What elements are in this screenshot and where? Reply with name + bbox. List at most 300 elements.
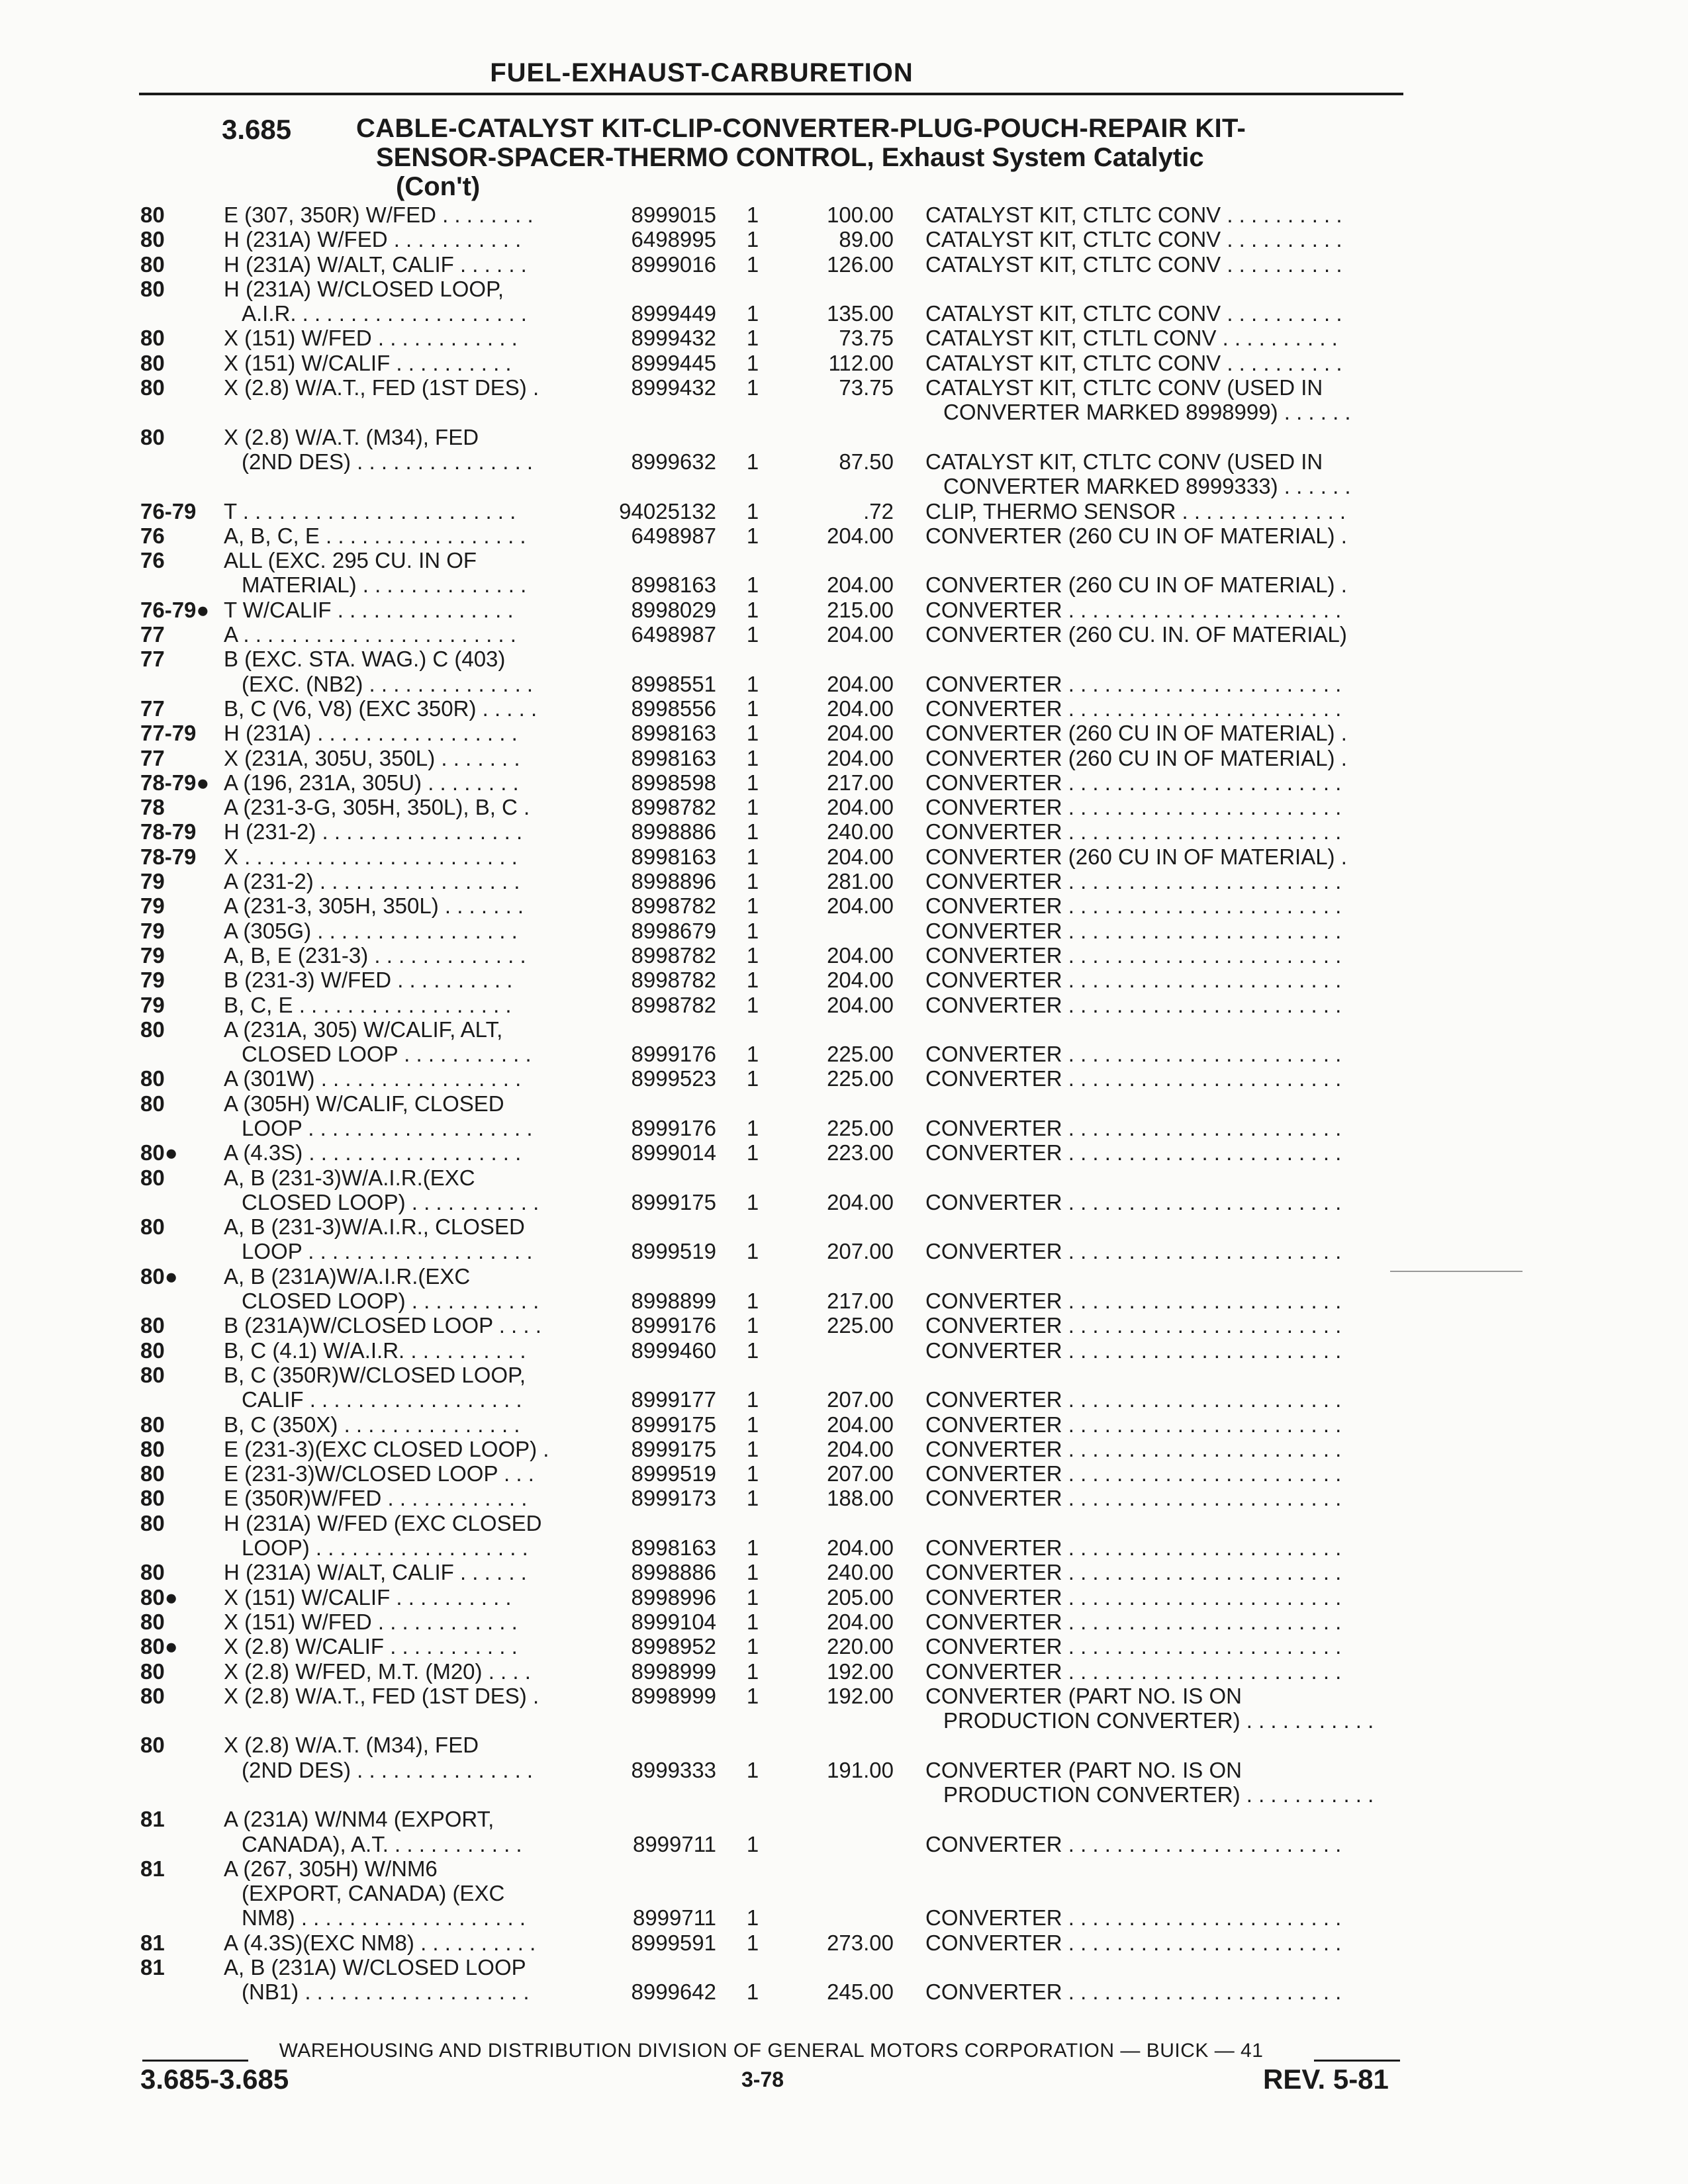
row-application: E (231-3)(EXC CLOSED LOOP) . bbox=[224, 1436, 549, 1461]
row-year: 80 bbox=[140, 1165, 165, 1190]
row-application: X (2.8) W/A.T. (M34), FED bbox=[224, 1733, 479, 1758]
row-part-number: 8998551 bbox=[631, 671, 716, 696]
row-part-number: 8999175 bbox=[631, 1436, 716, 1461]
row-year: 80 bbox=[140, 375, 165, 400]
table-row bbox=[0, 1758, 1688, 1782]
row-year: 77 bbox=[140, 647, 165, 672]
row-description: CONVERTER . . . . . . . . . . . . . . . . . . . . . . . bbox=[925, 1535, 1342, 1561]
row-year: 80 bbox=[140, 1362, 165, 1387]
table-row bbox=[0, 400, 1688, 424]
row-price: 191.00 bbox=[827, 1757, 894, 1782]
row-quantity: 1 bbox=[746, 375, 759, 400]
row-part-number: 8998886 bbox=[631, 819, 716, 844]
row-quantity: 1 bbox=[746, 968, 759, 993]
row-part-number: 8999432 bbox=[631, 326, 716, 351]
row-price: 204.00 bbox=[827, 1609, 894, 1634]
table-row bbox=[0, 572, 1688, 597]
row-quantity: 1 bbox=[746, 1560, 759, 1585]
row-year: 81 bbox=[140, 1856, 165, 1881]
row-description: CONVERTER (260 CU IN OF MATERIAL) . bbox=[925, 721, 1347, 746]
row-description: CONVERTER . . . . . . . . . . . . . . . . . . . . . . . bbox=[925, 1560, 1342, 1585]
row-year: 80● bbox=[140, 1584, 178, 1610]
row-price: 188.00 bbox=[827, 1486, 894, 1511]
table-row bbox=[0, 795, 1688, 819]
row-application: CLOSED LOOP) . . . . . . . . . . . bbox=[242, 1189, 539, 1214]
table-row bbox=[0, 1486, 1688, 1510]
table-row bbox=[0, 227, 1688, 251]
row-part-number: 8999460 bbox=[631, 1338, 716, 1363]
row-part-number: 8998163 bbox=[631, 745, 716, 770]
row-year: 80 bbox=[140, 227, 165, 252]
table-row bbox=[0, 696, 1688, 721]
row-application: H (231A) W/CLOSED LOOP, bbox=[224, 276, 504, 301]
row-year: 79 bbox=[140, 992, 165, 1017]
table-row bbox=[0, 1338, 1688, 1363]
row-part-number: 94025132 bbox=[619, 498, 716, 523]
row-part-number: 8998782 bbox=[631, 795, 716, 820]
table-row bbox=[0, 919, 1688, 943]
row-year: 80 bbox=[140, 1017, 165, 1042]
row-application: H (231A) W/FED (EXC CLOSED bbox=[224, 1510, 542, 1535]
row-quantity: 1 bbox=[746, 1634, 759, 1659]
row-price: 204.00 bbox=[827, 1412, 894, 1437]
row-quantity: 1 bbox=[746, 1757, 759, 1782]
row-application: E (231-3)W/CLOSED LOOP . . . bbox=[224, 1461, 534, 1486]
row-application: A (231-3, 305H, 350L) . . . . . . . bbox=[224, 893, 524, 919]
row-part-number: 8998999 bbox=[631, 1683, 716, 1708]
row-description: CONVERTER . . . . . . . . . . . . . . . . . . . . . . . bbox=[925, 1831, 1342, 1856]
row-part-number: 8998598 bbox=[631, 770, 716, 795]
table-row bbox=[0, 1091, 1688, 1116]
row-application: LOOP . . . . . . . . . . . . . . . . . . . bbox=[242, 1239, 533, 1264]
row-year: 80 bbox=[140, 1214, 165, 1240]
row-application: T W/CALIF . . . . . . . . . . . . . . . bbox=[224, 597, 514, 622]
row-description: CONVERTER . . . . . . . . . . . . . . . . . . . . . . . bbox=[925, 1659, 1342, 1684]
table-row bbox=[0, 1955, 1688, 1979]
row-application: A (231-2) . . . . . . . . . . . . . . . . . bbox=[224, 869, 520, 894]
row-description: CONVERTER MARKED 8998999) . . . . . . bbox=[943, 400, 1351, 425]
row-application: A (4.3S) . . . . . . . . . . . . . . . . . . bbox=[224, 1140, 522, 1165]
row-quantity: 1 bbox=[746, 1659, 759, 1684]
row-description: CONVERTER . . . . . . . . . . . . . . . . . . . . . . . bbox=[925, 1313, 1342, 1338]
row-part-number: 8998896 bbox=[631, 869, 716, 894]
row-price: 204.00 bbox=[827, 795, 894, 820]
row-quantity: 1 bbox=[746, 1338, 759, 1363]
row-part-number: 8998996 bbox=[631, 1584, 716, 1610]
table-row bbox=[0, 474, 1688, 498]
row-year: 80 bbox=[140, 1486, 165, 1511]
row-part-number: 8999015 bbox=[631, 203, 716, 227]
row-price: 240.00 bbox=[827, 819, 894, 844]
row-part-number: 8999523 bbox=[631, 1066, 716, 1091]
table-row bbox=[0, 1140, 1688, 1165]
row-year: 77-79 bbox=[140, 721, 197, 746]
table-row bbox=[0, 1165, 1688, 1190]
row-description: CONVERTER . . . . . . . . . . . . . . . . . . . . . . . bbox=[925, 1634, 1342, 1659]
table-row bbox=[0, 1239, 1688, 1263]
row-year: 80● bbox=[140, 1634, 178, 1659]
row-description: CATALYST KIT, CTLTC CONV . . . . . . . . . . bbox=[925, 251, 1342, 277]
row-quantity: 1 bbox=[746, 869, 759, 894]
row-year: 80 bbox=[140, 1683, 165, 1708]
row-quantity: 1 bbox=[746, 893, 759, 919]
row-application: LOOP) . . . . . . . . . . . . . . . . . . bbox=[242, 1535, 528, 1561]
row-price: 204.00 bbox=[827, 671, 894, 696]
row-description: CONVERTER (PART NO. IS ON bbox=[925, 1683, 1242, 1708]
row-description: CONVERTER (PART NO. IS ON bbox=[925, 1757, 1242, 1782]
row-application: E (307, 350R) W/FED . . . . . . . . bbox=[224, 203, 534, 227]
row-application: X (231A, 305U, 350L) . . . . . . . bbox=[224, 745, 520, 770]
row-part-number: 8999432 bbox=[631, 375, 716, 400]
row-description: CONVERTER . . . . . . . . . . . . . . . . . . . . . . . bbox=[925, 1609, 1342, 1634]
table-row bbox=[0, 1190, 1688, 1214]
row-year: 77 bbox=[140, 622, 165, 647]
row-year: 78 bbox=[140, 795, 165, 820]
row-year: 79 bbox=[140, 918, 165, 943]
row-price: 89.00 bbox=[839, 227, 894, 252]
row-application: X (2.8) W/A.T., FED (1ST DES) . bbox=[224, 1683, 539, 1708]
row-description: CONVERTER . . . . . . . . . . . . . . . . . . . . . . . bbox=[925, 1930, 1342, 1955]
table-row bbox=[0, 548, 1688, 572]
row-description: CONVERTER . . . . . . . . . . . . . . . . . . . . . . . bbox=[925, 1042, 1342, 1067]
row-quantity: 1 bbox=[746, 326, 759, 351]
row-year: 79 bbox=[140, 869, 165, 894]
row-price: 204.00 bbox=[827, 1189, 894, 1214]
row-part-number: 6498995 bbox=[631, 227, 716, 252]
row-quantity: 1 bbox=[746, 992, 759, 1017]
row-description: CONVERTER . . . . . . . . . . . . . . . . . . . . . . . bbox=[925, 968, 1342, 993]
row-price: 73.75 bbox=[839, 375, 894, 400]
table-row bbox=[0, 647, 1688, 671]
row-price: 220.00 bbox=[827, 1634, 894, 1659]
row-quantity: 1 bbox=[746, 572, 759, 598]
row-quantity: 1 bbox=[746, 1461, 759, 1486]
row-year: 79 bbox=[140, 893, 165, 919]
row-year: 76-79● bbox=[140, 597, 210, 622]
row-application: B, C (350R)W/CLOSED LOOP, bbox=[224, 1362, 526, 1387]
table-row bbox=[0, 1782, 1688, 1807]
row-price: 225.00 bbox=[827, 1115, 894, 1140]
row-application: (EXC. (NB2) . . . . . . . . . . . . . . bbox=[242, 671, 534, 696]
row-description: CONVERTER . . . . . . . . . . . . . . . . . . . . . . . bbox=[925, 770, 1342, 795]
row-price: 240.00 bbox=[827, 1560, 894, 1585]
table-row bbox=[0, 993, 1688, 1017]
row-description: CONVERTER . . . . . . . . . . . . . . . . . . . . . . . bbox=[925, 1584, 1342, 1610]
row-quantity: 1 bbox=[746, 942, 759, 968]
row-part-number: 8998163 bbox=[631, 844, 716, 869]
row-quantity: 1 bbox=[746, 1831, 759, 1856]
row-application: A (305H) W/CALIF, CLOSED bbox=[224, 1091, 504, 1116]
row-year: 80 bbox=[140, 1461, 165, 1486]
row-part-number: 8999176 bbox=[631, 1313, 716, 1338]
row-part-number: 8999445 bbox=[631, 350, 716, 375]
table-row bbox=[0, 1437, 1688, 1461]
table-row bbox=[0, 1363, 1688, 1387]
row-year: 78-79 bbox=[140, 819, 197, 844]
row-part-number: 8998952 bbox=[631, 1634, 716, 1659]
row-description: CONVERTER . . . . . . . . . . . . . . . . . . . . . . . bbox=[925, 893, 1342, 919]
table-row bbox=[0, 1461, 1688, 1486]
row-description: CONVERTER . . . . . . . . . . . . . . . . . . . . . . . bbox=[925, 869, 1342, 894]
table-row bbox=[0, 1116, 1688, 1140]
table-row bbox=[0, 1684, 1688, 1708]
row-price: 225.00 bbox=[827, 1042, 894, 1067]
row-description: CONVERTER . . . . . . . . . . . . . . . . . . . . . . . bbox=[925, 1066, 1342, 1091]
table-row bbox=[0, 1313, 1688, 1338]
table-row bbox=[0, 1289, 1688, 1313]
row-quantity: 1 bbox=[746, 1140, 759, 1165]
table-row bbox=[0, 523, 1688, 548]
table-row bbox=[0, 277, 1688, 301]
row-description: CONVERTER . . . . . . . . . . . . . . . . . . . . . . . bbox=[925, 1115, 1342, 1140]
row-price: 112.00 bbox=[828, 350, 894, 375]
row-application: (2ND DES) . . . . . . . . . . . . . . . bbox=[242, 1757, 534, 1782]
table-row bbox=[0, 819, 1688, 844]
row-price: 217.00 bbox=[827, 1289, 894, 1314]
row-part-number: 8998556 bbox=[631, 696, 716, 721]
row-year: 79 bbox=[140, 942, 165, 968]
row-description: CATALYST KIT, CTLTC CONV . . . . . . . . . . bbox=[925, 203, 1342, 227]
table-row bbox=[0, 1042, 1688, 1066]
row-year: 80 bbox=[140, 1659, 165, 1684]
row-application: X (2.8) W/FED, M.T. (M20) . . . . bbox=[224, 1659, 531, 1684]
row-price: 204.00 bbox=[827, 1535, 894, 1561]
footer-section-range: 3.685-3.685 bbox=[140, 2064, 289, 2095]
row-year: 76 bbox=[140, 548, 165, 573]
row-application: A (301W) . . . . . . . . . . . . . . . . . bbox=[224, 1066, 522, 1091]
row-description: CONVERTER . . . . . . . . . . . . . . . . . . . . . . . bbox=[925, 1140, 1342, 1165]
row-price: 126.00 bbox=[827, 251, 894, 277]
row-quantity: 1 bbox=[746, 844, 759, 869]
row-application: X (151) W/CALIF . . . . . . . . . . bbox=[224, 350, 512, 375]
row-price: 273.00 bbox=[827, 1930, 894, 1955]
row-quantity: 1 bbox=[746, 449, 759, 474]
row-price: 204.00 bbox=[827, 523, 894, 548]
row-application: ALL (EXC. 295 CU. IN OF bbox=[224, 548, 477, 573]
row-year: 80 bbox=[140, 1609, 165, 1634]
row-quantity: 1 bbox=[746, 622, 759, 647]
row-part-number: 8999173 bbox=[631, 1486, 716, 1511]
row-quantity: 1 bbox=[746, 696, 759, 721]
row-description: CONVERTER . . . . . . . . . . . . . . . . . . . . . . . bbox=[925, 1289, 1342, 1314]
row-quantity: 1 bbox=[746, 918, 759, 943]
row-price: 245.00 bbox=[827, 1979, 894, 2005]
row-quantity: 1 bbox=[746, 795, 759, 820]
row-description: CONVERTER (260 CU IN OF MATERIAL) . bbox=[925, 572, 1347, 598]
table-row bbox=[0, 1832, 1688, 1856]
row-year: 81 bbox=[140, 1930, 165, 1955]
row-application: A, B, E (231-3) . . . . . . . . . . . . . bbox=[224, 942, 526, 968]
row-application: (2ND DES) . . . . . . . . . . . . . . . bbox=[242, 449, 534, 474]
row-description: CATALYST KIT, CTLTC CONV . . . . . . . . . . bbox=[925, 350, 1342, 375]
row-application: B, C (4.1) W/A.I.R. . . . . . . . . . . bbox=[224, 1338, 526, 1363]
row-year: 80 bbox=[140, 1412, 165, 1437]
row-application: (EXPORT, CANADA) (EXC bbox=[242, 1881, 505, 1906]
row-description: CLIP, THERMO SENSOR . . . . . . . . . . . . . . bbox=[925, 498, 1346, 523]
table-row bbox=[0, 301, 1688, 326]
row-year: 80 bbox=[140, 326, 165, 351]
row-part-number: 8999175 bbox=[631, 1189, 716, 1214]
row-quantity: 1 bbox=[746, 1412, 759, 1437]
row-application: A (196, 231A, 305U) . . . . . . . . bbox=[224, 770, 519, 795]
row-quantity: 1 bbox=[746, 1979, 759, 2005]
row-application: (NB1) . . . . . . . . . . . . . . . . . . . bbox=[242, 1979, 530, 2005]
row-description: CONVERTER . . . . . . . . . . . . . . . . . . . . . . . bbox=[925, 1189, 1342, 1214]
table-row bbox=[0, 1881, 1688, 1905]
table-row bbox=[0, 1979, 1688, 2004]
row-quantity: 1 bbox=[746, 597, 759, 622]
row-part-number: 8998899 bbox=[631, 1289, 716, 1314]
row-year: 81 bbox=[140, 1807, 165, 1832]
row-description: CONVERTER (260 CU. IN. OF MATERIAL) bbox=[925, 622, 1347, 647]
row-part-number: 8999104 bbox=[631, 1609, 716, 1634]
row-part-number: 8998782 bbox=[631, 968, 716, 993]
row-part-number: 8999176 bbox=[631, 1115, 716, 1140]
section-title bbox=[356, 114, 1389, 201]
row-description: CONVERTER . . . . . . . . . . . . . . . . . . . . . . . bbox=[925, 1387, 1342, 1412]
row-application: A, B (231A)W/A.I.R.(EXC bbox=[224, 1263, 471, 1289]
row-application: X . . . . . . . . . . . . . . . . . . . . . . . bbox=[224, 844, 518, 869]
table-row bbox=[0, 622, 1688, 647]
row-application: E (350R)W/FED . . . . . . . . . . . . bbox=[224, 1486, 528, 1511]
row-description: CONVERTER . . . . . . . . . . . . . . . . . . . . . . . bbox=[925, 1905, 1342, 1931]
table-row bbox=[0, 1264, 1688, 1289]
row-description: CONVERTER . . . . . . . . . . . . . . . . . . . . . . . bbox=[925, 992, 1342, 1017]
row-quantity: 1 bbox=[746, 1930, 759, 1955]
row-part-number: 6498987 bbox=[631, 622, 716, 647]
row-year: 80 bbox=[140, 1313, 165, 1338]
row-part-number: 8999519 bbox=[631, 1239, 716, 1264]
table-row bbox=[0, 1905, 1688, 1930]
row-description: CONVERTER . . . . . . . . . . . . . . . . . . . . . . . bbox=[925, 819, 1342, 844]
table-row bbox=[0, 1610, 1688, 1634]
row-price: 135.00 bbox=[827, 301, 894, 326]
table-row bbox=[0, 449, 1688, 474]
row-description: CONVERTER . . . . . . . . . . . . . . . . . . . . . . . bbox=[925, 1412, 1342, 1437]
table-row bbox=[0, 1214, 1688, 1239]
row-application: CANADA), A.T. . . . . . . . . . . . bbox=[242, 1831, 522, 1856]
row-application: A, B, C, E . . . . . . . . . . . . . . . . . bbox=[224, 523, 526, 548]
row-price: 223.00 bbox=[827, 1140, 894, 1165]
table-row bbox=[0, 351, 1688, 375]
table-row bbox=[0, 1560, 1688, 1584]
table-row bbox=[0, 1412, 1688, 1437]
row-part-number: 8999449 bbox=[631, 301, 716, 326]
row-quantity: 1 bbox=[746, 1584, 759, 1610]
row-description: CONVERTER (260 CU IN OF MATERIAL) . bbox=[925, 844, 1347, 869]
table-row bbox=[0, 1585, 1688, 1610]
row-application: H (231-2) . . . . . . . . . . . . . . . . . bbox=[224, 819, 523, 844]
row-price: 225.00 bbox=[827, 1313, 894, 1338]
row-price: 204.00 bbox=[827, 721, 894, 746]
section-title-line-3: (Con't) bbox=[396, 172, 481, 201]
row-application: H (231A) W/ALT, CALIF . . . . . . bbox=[224, 251, 527, 277]
table-row bbox=[0, 1856, 1688, 1881]
row-quantity: 1 bbox=[746, 1115, 759, 1140]
row-part-number: 8998782 bbox=[631, 942, 716, 968]
table-row bbox=[0, 1634, 1688, 1659]
row-description: CONVERTER (260 CU IN OF MATERIAL) . bbox=[925, 745, 1347, 770]
row-application: X (2.8) W/A.T., FED (1ST DES) . bbox=[224, 375, 539, 400]
row-description: CONVERTER . . . . . . . . . . . . . . . . . . . . . . . bbox=[925, 597, 1342, 622]
row-year: 80 bbox=[140, 350, 165, 375]
row-year: 80 bbox=[140, 424, 165, 449]
row-year: 80● bbox=[140, 1263, 178, 1289]
row-part-number: 8998163 bbox=[631, 572, 716, 598]
row-application: B (231-3) W/FED . . . . . . . . . . bbox=[224, 968, 513, 993]
row-part-number: 8999519 bbox=[631, 1461, 716, 1486]
row-price: 204.00 bbox=[827, 968, 894, 993]
row-quantity: 1 bbox=[746, 1289, 759, 1314]
row-description: CONVERTER . . . . . . . . . . . . . . . . . . . . . . . bbox=[925, 1338, 1342, 1363]
table-row bbox=[0, 672, 1688, 696]
row-year: 80 bbox=[140, 1091, 165, 1116]
row-part-number: 8999711 bbox=[632, 1831, 716, 1856]
row-description: CATALYST KIT, CTLTC CONV . . . . . . . . . . bbox=[925, 227, 1342, 252]
row-price: 87.50 bbox=[839, 449, 894, 474]
row-application: A (305G) . . . . . . . . . . . . . . . . . bbox=[224, 918, 518, 943]
row-price: .72 bbox=[863, 498, 894, 523]
row-part-number: 8998163 bbox=[631, 721, 716, 746]
row-description: CONVERTER MARKED 8999333) . . . . . . bbox=[943, 474, 1351, 499]
row-description: PRODUCTION CONVERTER) . . . . . . . . . . . bbox=[943, 1782, 1374, 1807]
section-number: 3.685 bbox=[222, 114, 292, 145]
row-application: B (231A)W/CLOSED LOOP . . . . bbox=[224, 1313, 541, 1338]
row-quantity: 1 bbox=[746, 1609, 759, 1634]
row-part-number: 8999711 bbox=[632, 1905, 716, 1931]
row-year: 80 bbox=[140, 251, 165, 277]
row-application: MATERIAL) . . . . . . . . . . . . . . bbox=[242, 572, 527, 598]
row-price: 204.00 bbox=[827, 844, 894, 869]
row-quantity: 1 bbox=[746, 1683, 759, 1708]
table-row bbox=[0, 1535, 1688, 1560]
table-row bbox=[0, 252, 1688, 277]
row-application: LOOP . . . . . . . . . . . . . . . . . . . bbox=[242, 1115, 533, 1140]
row-year: 78-79 bbox=[140, 844, 197, 869]
row-year: 81 bbox=[140, 1955, 165, 1980]
table-row bbox=[0, 425, 1688, 449]
table-row bbox=[0, 943, 1688, 968]
table-row bbox=[0, 1733, 1688, 1757]
row-application: B, C (V6, V8) (EXC 350R) . . . . . bbox=[224, 696, 538, 721]
row-part-number: 8998999 bbox=[631, 1659, 716, 1684]
row-year: 80 bbox=[140, 1510, 165, 1535]
row-application: A, B (231-3)W/A.I.R., CLOSED bbox=[224, 1214, 525, 1240]
row-price: 204.00 bbox=[827, 696, 894, 721]
row-quantity: 1 bbox=[746, 350, 759, 375]
row-application: CLOSED LOOP . . . . . . . . . . . bbox=[242, 1042, 532, 1067]
row-application: A . . . . . . . . . . . . . . . . . . . . . . . bbox=[224, 622, 516, 647]
row-description: CONVERTER . . . . . . . . . . . . . . . . . . . . . . . bbox=[925, 1486, 1342, 1511]
row-price: 73.75 bbox=[839, 326, 894, 351]
footer-revision: REV. 5-81 bbox=[1263, 2064, 1389, 2095]
row-quantity: 1 bbox=[746, 1189, 759, 1214]
row-year: 80 bbox=[140, 203, 165, 227]
row-quantity: 1 bbox=[746, 1535, 759, 1561]
table-row bbox=[0, 1931, 1688, 1955]
row-application: CALIF . . . . . . . . . . . . . . . . . . bbox=[242, 1387, 522, 1412]
table-row bbox=[0, 893, 1688, 918]
row-description: CONVERTER . . . . . . . . . . . . . . . . . . . . . . . bbox=[925, 1461, 1342, 1486]
row-quantity: 1 bbox=[746, 227, 759, 252]
section-title-line-1: CABLE-CATALYST KIT-CLIP-CONVERTER-PLUG-POUCH-REPAIR KIT- bbox=[356, 114, 1246, 143]
row-price: 204.00 bbox=[827, 992, 894, 1017]
row-price: 215.00 bbox=[827, 597, 894, 622]
row-description: CONVERTER . . . . . . . . . . . . . . . . . . . . . . . bbox=[925, 942, 1342, 968]
table-row bbox=[0, 375, 1688, 400]
row-quantity: 1 bbox=[746, 498, 759, 523]
row-application: B, C (350X) . . . . . . . . . . . . . . . bbox=[224, 1412, 520, 1437]
